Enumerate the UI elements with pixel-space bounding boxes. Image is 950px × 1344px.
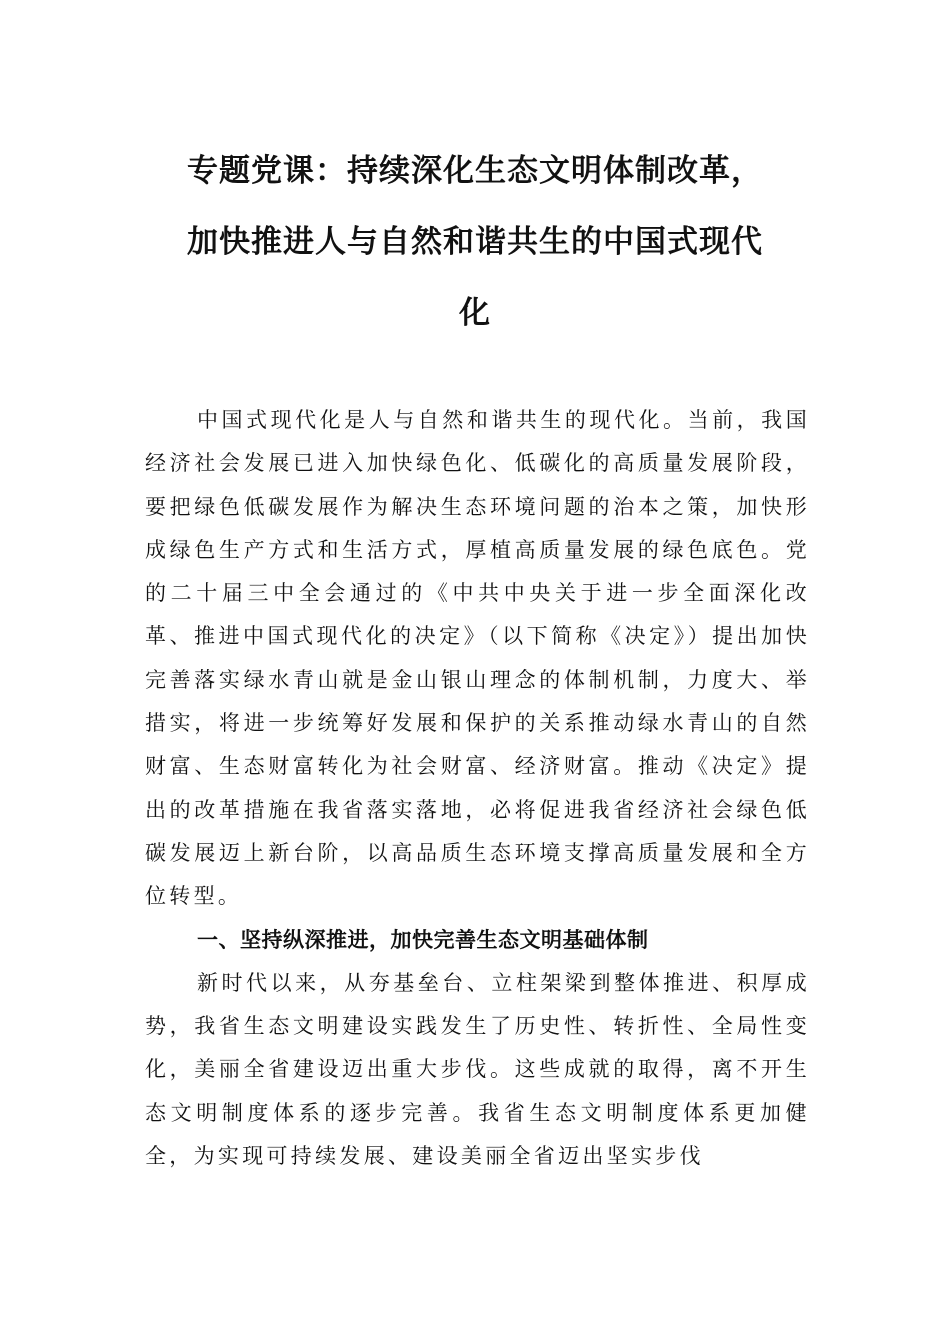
section-heading: 一、坚持纵深推进，加快完善生态文明基础体制 <box>197 927 649 952</box>
title-line-3: 化 <box>459 295 491 331</box>
document-title <box>145 136 805 349</box>
section-paragraph: 新时代以来，从夯基垒台、立柱架梁到整体推进、积厚成势，我省生态文明建设实践发生了历史性、转折性、全局性变化，美丽全省建设迈出重大步伐。这些成就的取得，离不开生态文明制度体系的逐步完善。我省生态文明制度体系更加健全，为实现可持续发展、建设美丽全省迈出坚实步伐 <box>145 970 810 1169</box>
title-line-1: 专题党课：持续深化生态文明体制改革， <box>187 153 763 189</box>
title-line-2: 加快推进人与自然和谐共生的中国式现代 <box>187 224 763 260</box>
document-body <box>145 399 810 1178</box>
intro-paragraph: 中国式现代化是人与自然和谐共生的现代化。当前，我国经济社会发展已进入加快绿色化、低碳化的高质量发展阶段，要把绿色低碳发展作为解决生态环境问题的治本之策，加快形成绿色生产方式和生活方式，厚植高质量发展的绿色底色。党的二十届三中全会通过的《中共中央关于进一步全面深化改革、推进中国式现代化的决定》（以下简称《决定》）提出加快完善落实绿水青山就是金山银山理念的体制机制，力度大、举措实，将进一步统筹好发展和保护的关系推动绿水青山的自然财富、生态财富转化为社会财富、经济财富。推动《决定》提出的改革措施在我省落实落地，必将促进我省经济社会绿色低碳发展迈上新台阶，以高品质生态环境支撑高质量发展和全方位转型。 <box>145 408 810 909</box>
